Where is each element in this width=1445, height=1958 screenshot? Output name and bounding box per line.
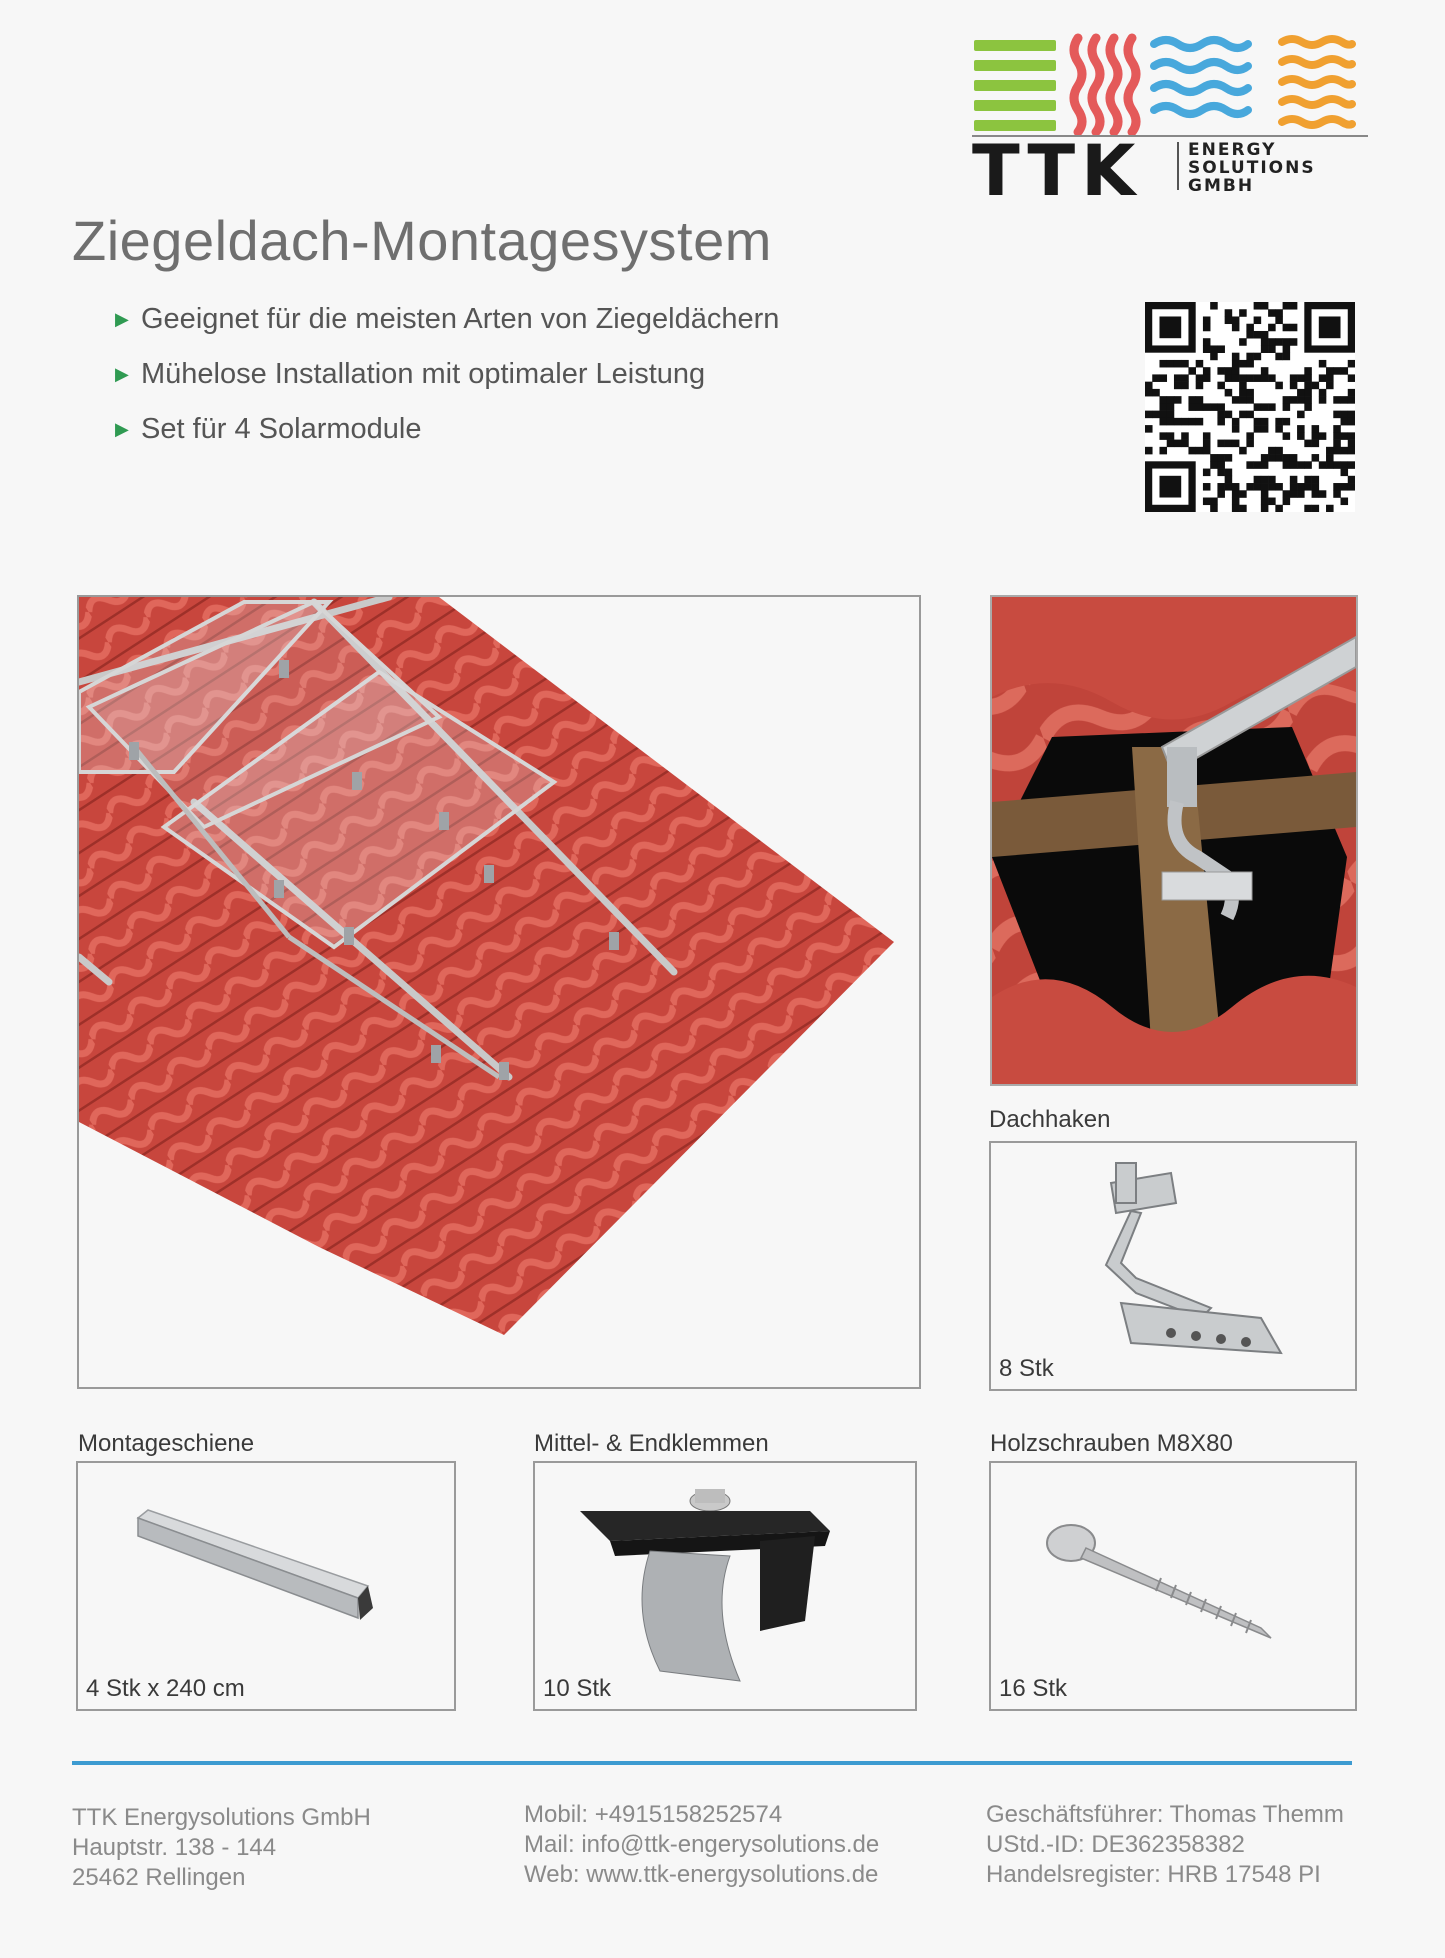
triangle-bullet-icon: ▶ (115, 309, 129, 329)
logo-ttk-text: TTK (972, 130, 1142, 212)
footer-street: Hauptstr. 138 - 144 (72, 1834, 277, 1861)
rail-card (76, 1461, 456, 1711)
hooks-quantity: 8 Stk (999, 1355, 1054, 1382)
footer-company (72, 1803, 371, 1893)
clamps-card (533, 1461, 917, 1711)
footer-website[interactable]: Web: www.ttk-energysolutions.de (524, 1861, 879, 1888)
screws-quantity: 16 Stk (999, 1675, 1068, 1702)
footer-contact (524, 1800, 879, 1890)
triangle-bullet-icon: ▶ (115, 419, 129, 439)
footer-register: Handelsregister: HRB 17548 PI (986, 1861, 1321, 1888)
clamps-quantity: 10 Stk (543, 1675, 612, 1702)
footer-company-name: TTK Energysolutions GmbH (72, 1804, 371, 1831)
page-title: Ziegeldach-Montagesystem (72, 209, 772, 272)
footer-email[interactable]: Mail: info@ttk-engerysolutions.de (524, 1831, 880, 1858)
footer-city: 25462 Rellingen (72, 1864, 246, 1891)
logo-line-2: SOLUTIONS (1188, 158, 1316, 178)
wood-screw-image (1041, 1503, 1301, 1663)
footer-legal (986, 1800, 1344, 1890)
roof-system-image (77, 595, 921, 1389)
hooks-card (989, 1141, 1357, 1391)
qr-code-icon[interactable] (1145, 302, 1355, 512)
logo-line-1: ENERGY (1188, 140, 1277, 160)
company-logo (970, 30, 1370, 212)
rail-quantity: 4 Stk x 240 cm (86, 1675, 245, 1702)
roof-hook-image (1061, 1153, 1301, 1373)
footer-ceo: Geschäftsführer: Thomas Themm (986, 1801, 1344, 1828)
clamps-label: Mittel- & Endklemmen (534, 1430, 769, 1457)
feature-text: Geeignet für die meisten Arten von Ziegeldächern (141, 303, 780, 335)
mounting-rail-image (128, 1508, 388, 1638)
logo-line-3: GMBH (1188, 176, 1255, 196)
footer-phone[interactable]: Mobil: +4915158252574 (524, 1801, 783, 1828)
footer-vat-id: UStd.-ID: DE362358382 (986, 1831, 1245, 1858)
screws-label: Holzschrauben M8X80 (990, 1430, 1233, 1457)
feature-text: Mühelose Installation mit optimaler Leistung (141, 358, 706, 390)
roof-hook-detail-image (990, 595, 1358, 1086)
clamp-image (580, 1471, 840, 1701)
triangle-bullet-icon: ▶ (115, 364, 129, 384)
feature-bullet (115, 358, 705, 391)
footer-divider (72, 1761, 1352, 1765)
feature-bullet (115, 303, 779, 336)
screws-card (989, 1461, 1357, 1711)
rail-label: Montageschiene (78, 1430, 255, 1457)
feature-bullet (115, 413, 421, 446)
hooks-label: Dachhaken (989, 1106, 1111, 1133)
feature-text: Set für 4 Solarmodule (141, 413, 422, 445)
